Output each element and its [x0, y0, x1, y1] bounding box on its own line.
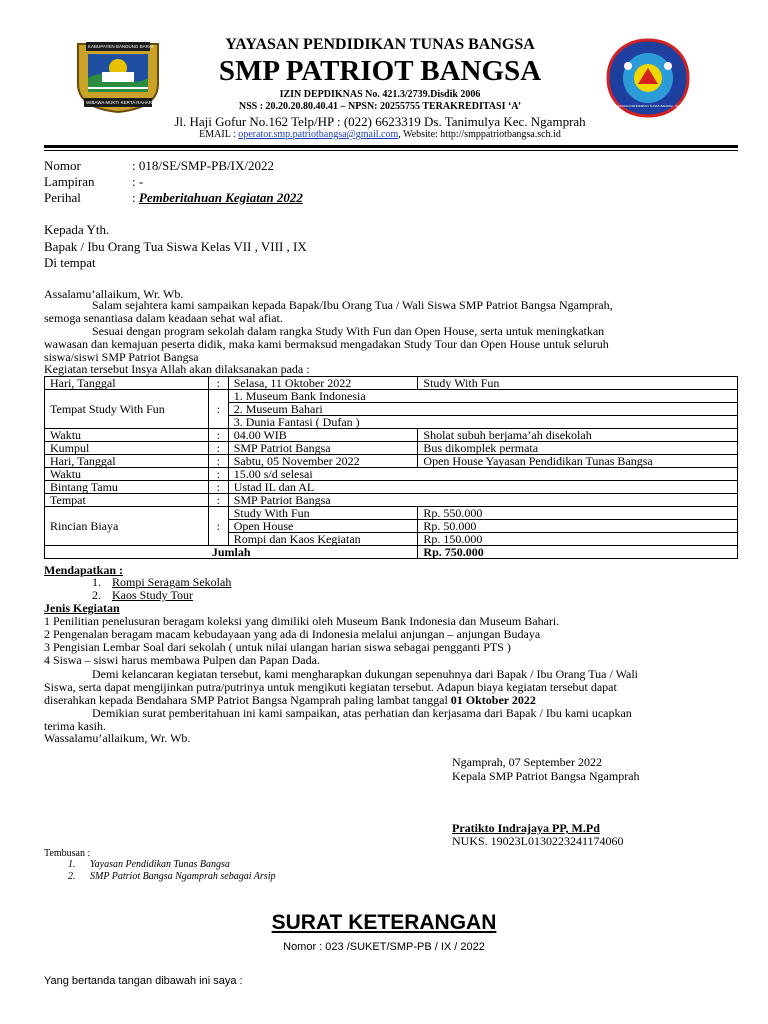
table-cell: SMP Patriot Bangsa: [228, 494, 737, 507]
email-label: EMAIL :: [199, 129, 239, 140]
greeting: Assalamu’allaikum, Wr. Wb.: [44, 287, 184, 301]
table-cell: :: [208, 481, 228, 494]
table-cell: 04.00 WIB: [228, 429, 418, 442]
logo-left-bottom-text: WIBAWA MUKTI KERTA RAHARJA: [86, 100, 158, 105]
closing-line-1: Demi kelancaran kegiatan tersebut, kami mengharapkan dukungan sepenuhnya dari Bapak / Ibu Orang Tua / Wali: [92, 667, 638, 681]
list-text: Rompi Seragam Sekolah: [112, 575, 232, 589]
perihal-value: Pemberitahuan Kegiatan 2022: [138, 190, 303, 205]
perihal-label: Perihal: [44, 190, 81, 205]
table-cell: 15.00 s/d selesai: [228, 468, 737, 481]
table-cell: Kumpul: [45, 442, 209, 455]
letterhead-divider-thick: [44, 145, 738, 148]
table-row: [45, 546, 738, 559]
table-cell: Waktu: [45, 468, 209, 481]
table-cell: Rompi dan Kaos Kegiatan: [228, 533, 418, 546]
school-name: SMP PATRIOT BANGSA: [218, 55, 542, 87]
list-number: 1.: [68, 859, 76, 870]
table-cell: Hari, Tanggal: [45, 377, 209, 390]
table-cell: :: [208, 455, 228, 468]
table-cell: 2. Museum Bahari: [228, 403, 737, 416]
contact-line: [160, 129, 600, 141]
schedule-table: [44, 376, 738, 559]
table-cell: :: [208, 377, 228, 390]
table-cell: Open House Yayasan Pendidikan Tunas Bangsa: [418, 455, 738, 468]
table-cell: Ustad IL dan AL: [228, 481, 737, 494]
perihal-row: [132, 190, 303, 206]
closing-line-2: Siswa, serta dapat mengijinkan putra/putrinya untuk mengikuti kegiatan tersebut. Adapun biaya kegiatan tersebut dapat: [44, 680, 617, 694]
table-row: [45, 429, 738, 442]
table-cell: Tempat: [45, 494, 209, 507]
nomor-value: : 018/SE/SMP-PB/IX/2022: [132, 158, 274, 173]
table-cell: 1. Museum Bank Indonesia: [228, 390, 737, 403]
recipient-block: [44, 222, 307, 272]
paragraph-1-line-1: Salam sejahtera kami sampaikan kepada Bapak/Ibu Orang Tua / Wali Siswa SMP Patriot Bangsa Ngamprah,: [92, 298, 613, 312]
table-cell: Study With Fun: [228, 507, 418, 520]
email-link[interactable]: operator.smp.patriotbangsa@gmail.com: [238, 129, 399, 140]
foundation-logo: [606, 38, 702, 118]
foundation-name: YAYASAN PENDIDIKAN TUNAS BANGSA: [225, 36, 535, 53]
mendapatkan-title: Mendapatkan :: [44, 563, 124, 577]
table-row: [45, 455, 738, 468]
closing-deadline-date: 01 Oktober 2022: [450, 693, 536, 707]
jenis-item-3: 3 Pengisian Lembar Soal dari sekolah ( untuk nilai ulangan harian siswa sebagai pengganti PTS ): [44, 640, 511, 654]
table-cell: :: [208, 442, 228, 455]
recipient-line-3: Di tempat: [44, 255, 96, 270]
table-cell: Study With Fun: [418, 377, 738, 390]
list-item: [68, 859, 230, 871]
schedule-intro: Kegiatan tersebut Insya Allah akan dilaksanakan pada :: [44, 362, 310, 376]
table-row: [45, 442, 738, 455]
table-cell: :: [208, 390, 228, 429]
table-cell: Open House: [228, 520, 418, 533]
table-row: [45, 507, 738, 520]
second-page-title: SURAT KETERANGAN: [271, 911, 497, 934]
signatory-name: Pratikto Indrajaya PP, M.Pd: [452, 821, 600, 835]
nomor-label: Nomor: [44, 158, 81, 173]
jenis-item-4: 4 Siswa – siswi harus membawa Pulpen dan Papan Dada.: [44, 653, 320, 667]
second-page-intro: Yang bertanda tangan dibawah ini saya :: [44, 975, 243, 987]
website-text: , Website: http://smppatriotbangsa.sch.id: [398, 129, 561, 140]
letterhead-divider-thin: [44, 150, 738, 151]
farewell: Wassalamu’allaikum, Wr. Wb.: [44, 731, 191, 745]
recipient-line-1: Kepada Yth.: [44, 222, 110, 237]
meta-block: [44, 158, 303, 206]
table-cell: SMP Patriot Bangsa: [228, 442, 418, 455]
list-number: 2.: [92, 588, 101, 602]
lampiran-label: Lampiran: [44, 174, 95, 189]
table-cell: :: [208, 507, 228, 546]
signature-place-date: Ngamprah, 07 September 2022: [452, 755, 602, 769]
table-cell: Rp. 150.000: [418, 533, 738, 546]
closing-line-4: Demikian surat pemberitahuan ini kami sampaikan, atas perhatian dan kerjasama dari Bapak / Ibu kami ucapkan: [92, 706, 632, 720]
table-cell: 3. Dunia Fantasi ( Dufan ): [228, 416, 737, 429]
second-page-number: Nomor : 023 /SUKET/SMP-PB / IX / 2022: [283, 941, 485, 953]
list-number: 2.: [68, 871, 76, 882]
permit-number: IZIN DEPDIKNAS No. 421.3/2739.Disdik 2006: [279, 89, 481, 100]
list-text: Kaos Study Tour: [112, 588, 193, 602]
table-cell: Waktu: [45, 429, 209, 442]
table-cell: Sholat subuh berjama’ah disekolah: [418, 429, 738, 442]
table-cell: Jumlah: [45, 546, 418, 559]
table-cell: Selasa, 11 Oktober 2022: [228, 377, 418, 390]
nss-npsn: NSS : 20.20.20.80.40.41 – NPSN: 20255755 TERAKREDITASI ‘A’: [238, 101, 522, 112]
school-address: Jl. Haji Gofur No.162 Telp/HP : (022) 6623319 Ds. Tanimulya Kec. Ngamprah: [174, 114, 586, 129]
closing-line-5: terima kasih.: [44, 719, 106, 733]
paragraph-2-line-2: wawasan dan kemajuan peserta didik, maka kami bermaksud mengadakan Study Tour dan Open House untuk seluruh: [44, 337, 609, 351]
jenis-item-1: 1 Penilitian penelusuran beragam koleksi yang dimiliki oleh Museum Bank Indonesia dan Museum Bahari.: [44, 614, 560, 628]
paragraph-2-line-3: siswa/siswi SMP Patriot Bangsa: [44, 350, 199, 364]
table-cell: Hari, Tanggal: [45, 455, 209, 468]
perihal-colon: :: [132, 190, 139, 205]
lampiran-value: : -: [132, 174, 144, 189]
logo-right-text: YAYASAN PENDIDIKAN TUNAS BANGSA · BANDUNG BARAT: [616, 104, 702, 108]
table-cell: :: [208, 468, 228, 481]
table-cell: :: [208, 429, 228, 442]
table-row: [45, 390, 738, 403]
closing-deadline-text: diserahkan kepada Bendahara SMP Patriot Bangsa Ngamprah paling lambat tanggal: [44, 693, 451, 707]
table-cell: Sabtu, 05 November 2022: [228, 455, 418, 468]
list-item: [68, 871, 276, 883]
table-cell: Rp. 550.000: [418, 507, 738, 520]
signatory-nuks: NUKS. 19023L0130223241174060: [452, 834, 624, 848]
table-cell: Rp. 750.000: [418, 546, 738, 559]
list-number: 1.: [92, 575, 101, 589]
table-row: [45, 377, 738, 390]
logo-left-top-text: KABUPATEN BANDUNG BARAT: [88, 44, 155, 49]
list-text: SMP Patriot Bangsa Ngamprah sebagai Arsip: [90, 871, 276, 882]
table-row: [45, 494, 738, 507]
table-cell: Tempat Study With Fun: [45, 390, 209, 429]
table-cell: Rincian Biaya: [45, 507, 209, 546]
paragraph-2-line-1: Sesuai dengan program sekolah dalam rangka Study With Fun dan Open House, serta untuk meningkatkan: [92, 324, 605, 338]
regency-logo: [72, 38, 164, 114]
paragraph-1-line-2: semoga senantiasa dalam keadaan sehat wal afiat.: [44, 311, 283, 325]
table-cell: :: [208, 494, 228, 507]
list-text: Yayasan Pendidikan Tunas Bangsa: [90, 859, 230, 870]
table-cell: Rp. 50.000: [418, 520, 738, 533]
table-cell: Bintang Tamu: [45, 481, 209, 494]
jenis-item-2: 2 Pengenalan beragam macam kebudayaan yang ada di Indonesia melalui anjungan – anjungan Budaya: [44, 627, 541, 641]
table-row: [45, 481, 738, 494]
tembusan-label: Tembusan :: [44, 848, 91, 859]
recipient-line-2: Bapak / Ibu Orang Tua Siswa Kelas VII , VIII , IX: [44, 238, 307, 254]
table-cell: Bus dikomplek permata: [418, 442, 738, 455]
table-row: [45, 468, 738, 481]
signature-title: Kepala SMP Patriot Bangsa Ngamprah: [452, 769, 640, 783]
jenis-title: Jenis Kegiatan: [44, 601, 120, 615]
